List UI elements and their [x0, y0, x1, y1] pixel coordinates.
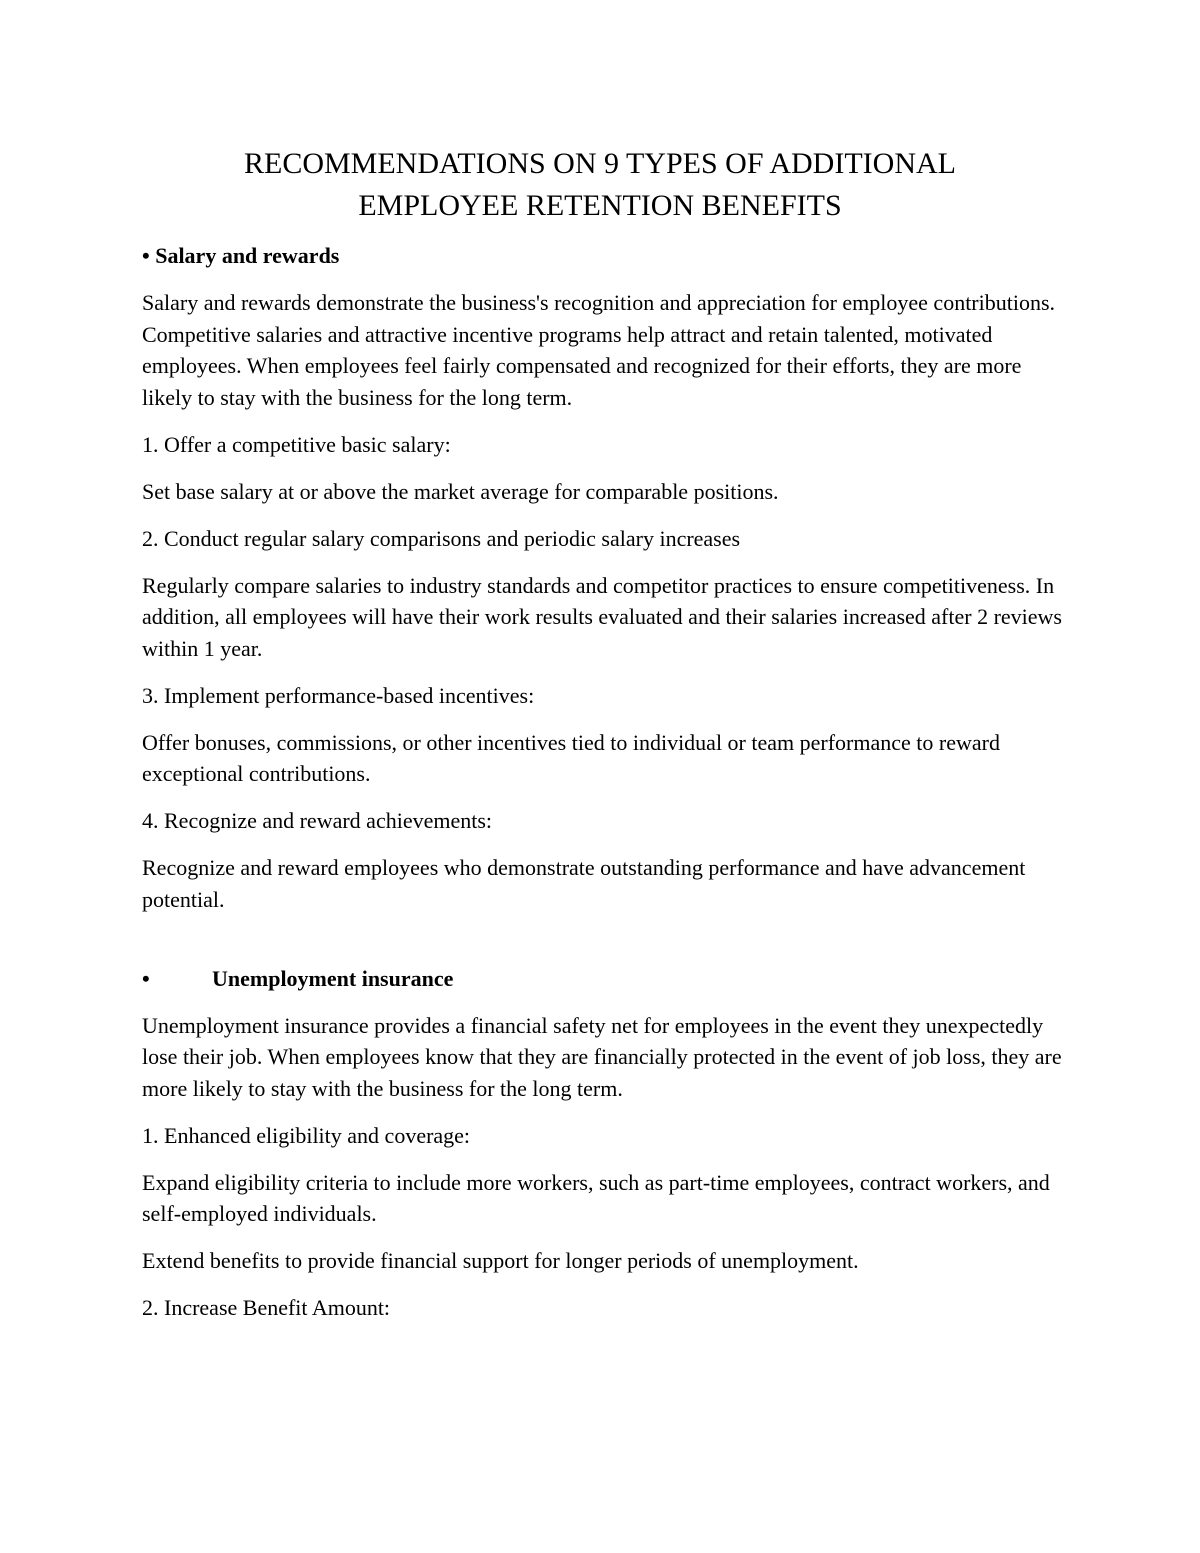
- item-body: Recognize and reward employees who demonstrate outstanding performance and have advancement potential.: [142, 855, 1026, 912]
- item-body: Expand eligibility criteria to include more workers, such as part-time employees, contract workers, and self-employed individuals.: [142, 1169, 1050, 1226]
- item-body: Set base salary at or above the market average for comparable positions.: [142, 478, 779, 504]
- item-title: 4. Recognize and reward achievements:: [142, 808, 493, 833]
- item-body: Regularly compare salaries to industry standards and competitor practices to ensure competitiveness. In addition, all employees will have their work results evaluated and their salaries increased after 2 reviews within 1 year.: [142, 572, 1062, 661]
- section-heading-salary: • Salary and rewards: [142, 243, 340, 268]
- title-line-1: RECOMMENDATIONS ON 9 TYPES OF ADDITIONAL: [244, 147, 956, 180]
- paragraph-spacer: [142, 931, 1072, 963]
- item-title: 3. Implement performance-based incentives:: [142, 682, 535, 708]
- item-body: Extend benefits to provide financial support for longer periods of unemployment.: [142, 1248, 859, 1273]
- document-title: [0, 143, 1200, 227]
- section-heading-text: Unemployment insurance: [212, 965, 454, 991]
- document-body: [142, 240, 1072, 1339]
- section-intro-salary: Salary and rewards demonstrate the business's recognition and appreciation for employee contributions. Competitive salaries and attractive incentive programs help attract and retain talented, motivated employees. When employees feel fairly compensated and recognized for their efforts, they are more likely to stay with the business for the long term.: [142, 290, 1056, 410]
- section-intro-unemployment: Unemployment insurance provides a financial safety net for employees in the event they unexpectedly lose their job. When employees know that they are financially protected in the event of job loss, they are more likely to stay with the business for the long term.: [142, 1012, 1062, 1101]
- bullet-glyph: •: [142, 965, 150, 991]
- item-title: 1. Offer a competitive basic salary:: [142, 431, 451, 457]
- section-heading-unemployment: [142, 963, 1072, 995]
- item-title: 1. Enhanced eligibility and coverage:: [142, 1122, 471, 1148]
- item-title: 2. Increase Benefit Amount:: [142, 1295, 391, 1320]
- item-body: Offer bonuses, commissions, or other incentives tied to individual or team performance to reward exceptional contributions.: [142, 729, 1000, 786]
- title-line-2: EMPLOYEE RETENTION BENEFITS: [358, 189, 842, 222]
- item-title: 2. Conduct regular salary comparisons and periodic salary increases: [142, 525, 741, 551]
